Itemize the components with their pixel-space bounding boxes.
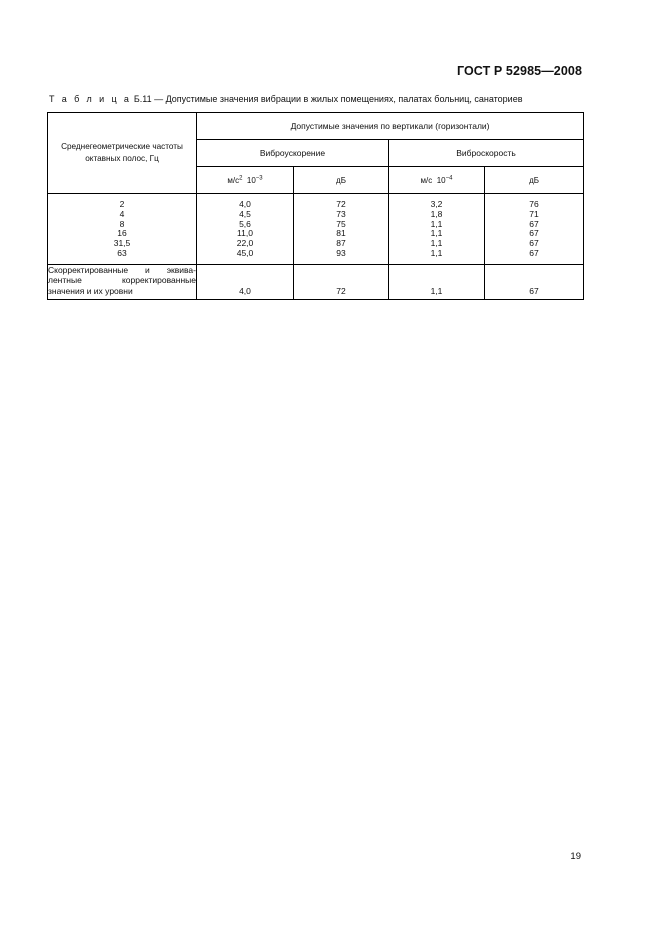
acceleration-db-value: 75 [336,218,346,229]
acceleration-db-value: 72 [336,199,346,209]
acceleration-values [197,194,294,265]
corrected-label-line: лентные корректированные [48,275,196,286]
acceleration-db-value: 81 [336,228,346,239]
velocity-value: 1,1 [430,218,443,229]
frequency-column-header-text: Среднегеометрические частоты октавных полос, Гц [61,142,183,163]
acceleration-unit-multiplier: 10 [246,175,256,185]
velocity-db-value: 67 [529,238,539,249]
corrected-velocity-db: 67 [485,264,584,300]
acceleration-value: 45,0 [236,247,254,258]
table-row-corrected [48,264,584,300]
acceleration-db-value: 87 [336,238,346,249]
velocity-db-value: 71 [529,208,539,219]
acceleration-db-unit: дБ [294,167,389,194]
corrected-velocity: 1,1 [389,264,485,300]
velocity-value: 3,2 [430,199,443,209]
vibration-limits-table [47,112,584,300]
standard-id: ГОСТ Р 52985—2008 [456,64,582,78]
frequency-value: 63 [117,247,127,258]
frequency-column-header [48,113,197,194]
header-row-group [48,113,584,140]
acceleration-value: 11,0 [237,228,253,239]
velocity-unit-base: м/с [420,175,433,185]
table-row-frequencies [48,194,584,265]
acceleration-header: Виброускорение [197,140,389,167]
velocity-unit-multiplier: 10 [436,175,446,185]
velocity-unit [389,167,485,194]
table-caption [49,94,523,104]
velocity-value: 1,1 [430,247,443,258]
corrected-acceleration: 4,0 [197,264,294,300]
frequency-values [48,194,197,265]
corrected-values-label [48,264,197,300]
acceleration-db-value: 93 [336,247,346,258]
acceleration-db-values [294,194,389,265]
frequency-value: 2 [119,199,125,209]
frequency-value: 4 [119,208,125,219]
corrected-label-line: значения и их уровни [48,285,133,296]
table-label: Т а б л и ц а [49,94,132,104]
velocity-db-value: 67 [529,247,539,258]
velocity-value: 1,8 [430,208,443,219]
acceleration-unit-base: м/с [227,175,240,185]
corrected-acceleration-db: 72 [294,264,389,300]
velocity-db-value: 67 [529,218,539,229]
table-number: Б.11 [133,94,152,104]
acceleration-db-value: 73 [336,208,346,219]
velocity-header: Виброскорость [389,140,584,167]
acceleration-unit-power: 2 [239,174,243,181]
frequency-value: 8 [119,218,125,229]
acceleration-unit [197,167,294,194]
acceleration-value: 4,5 [239,208,251,219]
velocity-unit-exponent: −4 [445,174,453,181]
velocity-value: 1,1 [430,238,443,249]
velocity-db-values [485,194,584,265]
page-number: 19 [570,851,581,862]
table-caption-text: — Допустимые значения вибрации в жилых помещениях, палатах больниц, санаториев [154,94,523,104]
velocity-values [389,194,485,265]
acceleration-unit-exponent: −3 [255,174,263,181]
permissible-values-header: Допустимые значения по вертикали (горизонтали) [197,113,584,140]
corrected-label-line: Скорректированные и эквива- [48,264,196,275]
velocity-db-value: 67 [529,228,539,239]
acceleration-value: 5,6 [239,218,251,229]
velocity-db-unit: дБ [485,167,584,194]
velocity-value: 1,1 [430,228,443,239]
velocity-db-value: 76 [529,199,539,209]
acceleration-value: 4,0 [239,199,251,209]
acceleration-value: 22,0 [236,238,254,249]
frequency-value: 16 [117,228,127,239]
frequency-value: 31,5 [113,238,131,249]
